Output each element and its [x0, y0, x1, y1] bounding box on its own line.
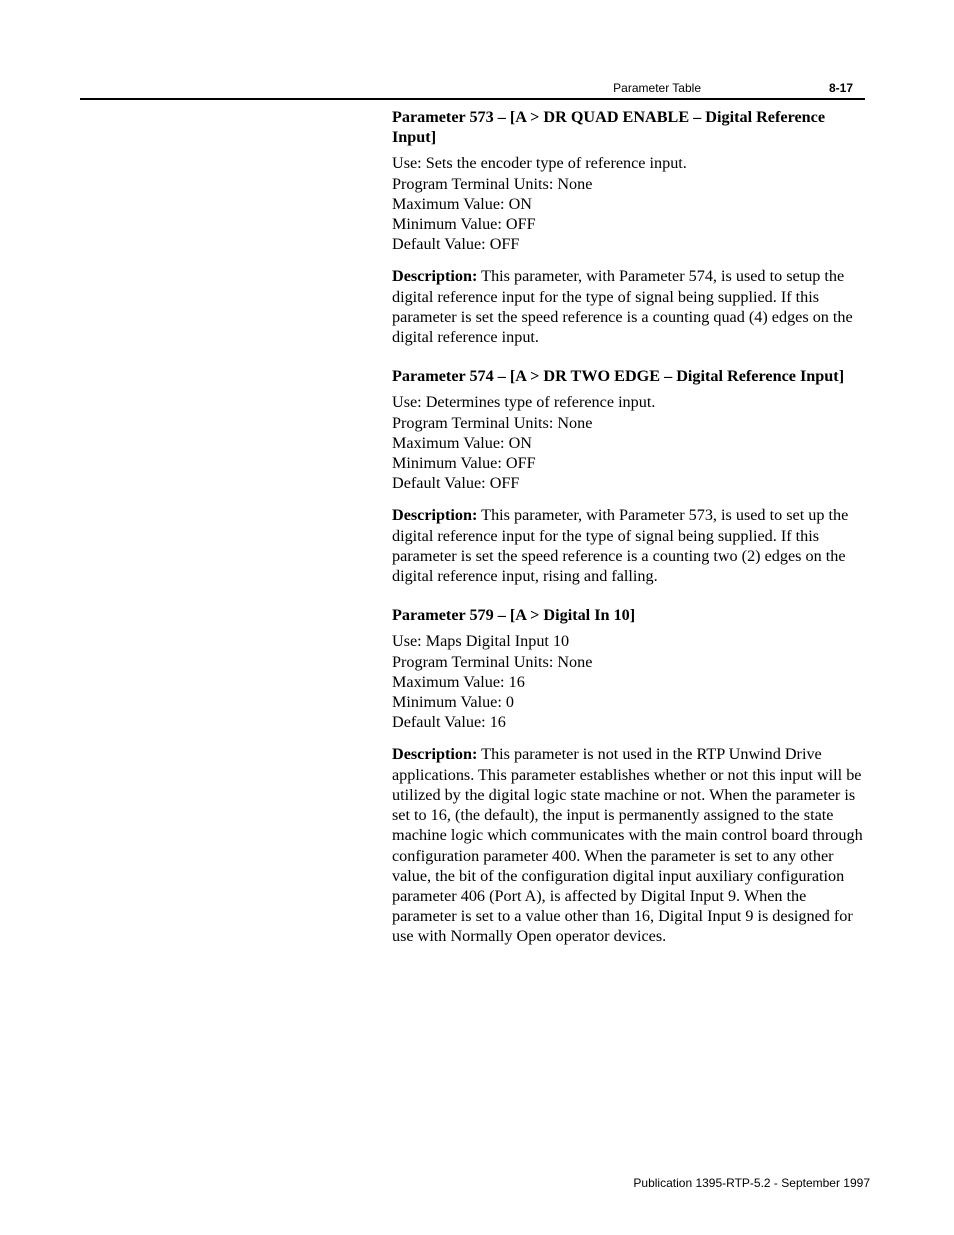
spec-use: Use: Sets the encoder type of reference input. — [392, 154, 687, 173]
spec-min: Minimum Value: 0 — [392, 693, 515, 712]
spec-min: Minimum Value: OFF — [392, 454, 536, 473]
spec-default: Default Value: 16 — [392, 713, 506, 732]
parameter-description — [392, 505, 872, 586]
description-text: This parameter, with Parameter 573, is used to set up the digital reference input for the type of signal being supplied. If this parameter is set the speed reference is a counting two (2) edges on the digital reference input, rising and falling. — [392, 506, 849, 586]
spec-use: Use: Determines type of reference input. — [392, 393, 656, 412]
spec-units: Program Terminal Units: None — [392, 174, 593, 193]
spec-max: Maximum Value: 16 — [392, 672, 525, 691]
spec-default: Default Value: OFF — [392, 235, 520, 254]
header-page-number: 8-17 — [828, 81, 853, 95]
parameter-574 — [392, 366, 872, 586]
parameter-title: Parameter 574 – [A > DR TWO EDGE – Digital Reference Input] — [392, 367, 845, 386]
spec-units: Program Terminal Units: None — [392, 413, 593, 432]
parameter-specs — [392, 392, 872, 493]
parameter-description — [392, 744, 872, 946]
footer-publication: Publication 1395-RTP-5.2 - September 1997 — [633, 1176, 870, 1190]
description-label: Description: — [392, 745, 478, 764]
spec-units: Program Terminal Units: None — [392, 652, 593, 671]
description-text: This parameter is not used in the RTP Unwind Drive applications. This parameter establishes whether or not this input will be utilized by the digital logic state machine or not. When the parameter is set to 16, (the default), the input is permanently assigned to the state machine logic which communicates with the main control board through configuration parameter 400. When the parameter is set to any other value, the bit of the configuration digital input auxiliary configuration parameter 406 (Port A), is affected by Digital Input 9. When the parameter is set to a value other than 16, Digital Input 9 is designed for use with Normally Open operator devices. — [392, 745, 863, 946]
page-content — [392, 107, 872, 966]
spec-default: Default Value: OFF — [392, 474, 520, 493]
parameter-title: Parameter 573 – [A > DR QUAD ENABLE – Digital Reference Input] — [392, 108, 826, 147]
header-rule — [80, 98, 865, 100]
parameter-title: Parameter 579 – [A > Digital In 10] — [392, 606, 636, 625]
spec-use: Use: Maps Digital Input 10 — [392, 632, 570, 651]
header-section-title: Parameter Table — [613, 81, 701, 95]
parameter-description — [392, 266, 872, 347]
parameter-specs — [392, 631, 872, 732]
description-label: Description: — [392, 267, 478, 286]
spec-min: Minimum Value: OFF — [392, 215, 536, 234]
parameter-579 — [392, 605, 872, 946]
parameter-specs — [392, 153, 872, 254]
spec-max: Maximum Value: ON — [392, 433, 532, 452]
description-label: Description: — [392, 506, 478, 525]
description-text: This parameter, with Parameter 574, is used to setup the digital reference input for the type of signal being supplied. If this parameter is set the speed reference is a counting quad (4) edges on the digital reference input. — [392, 267, 853, 347]
parameter-573 — [392, 107, 872, 347]
spec-max: Maximum Value: ON — [392, 194, 532, 213]
